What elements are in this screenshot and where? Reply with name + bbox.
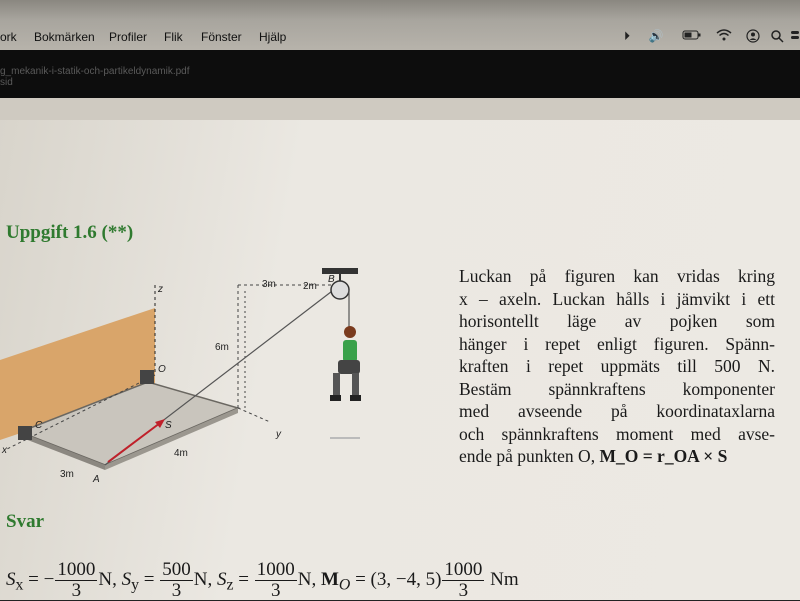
y-axis xyxy=(238,408,270,422)
menu-bar xyxy=(0,0,800,50)
tab-title[interactable] xyxy=(0,66,190,88)
label-4m: 4m xyxy=(174,448,188,459)
unit-nm: Nm xyxy=(490,568,519,590)
menu-item-help[interactable]: Hjälp xyxy=(259,30,287,44)
label-O: O xyxy=(158,364,166,375)
label-6m: 6m xyxy=(215,342,229,353)
sx-num: 1000 xyxy=(57,559,96,580)
label-z: z xyxy=(158,284,163,295)
menu-item-bookmarks[interactable]: Bokmärken xyxy=(34,30,95,44)
sy-fraction xyxy=(160,560,193,601)
play-icon[interactable]: ⏵ xyxy=(623,29,630,43)
answer-heading: Svar xyxy=(6,511,44,532)
sz-num: 1000 xyxy=(256,559,295,580)
problem-figure xyxy=(0,260,450,500)
label-C: C xyxy=(35,420,43,431)
boy-figure xyxy=(330,326,361,401)
problem-line-last xyxy=(459,445,775,468)
sy-den: 3 xyxy=(171,580,182,601)
menu-item-window[interactable]: Fönster xyxy=(201,30,242,44)
menu-item-history[interactable]: ork xyxy=(0,30,17,44)
sx-den: 3 xyxy=(71,580,82,601)
problem-text xyxy=(459,265,775,468)
problem-line-text: ende på punkten O, xyxy=(459,446,596,466)
volume-icon[interactable]: 🔊 xyxy=(648,29,664,43)
label-A: A xyxy=(93,474,100,485)
unit-n: N xyxy=(98,568,113,590)
unit-n: N xyxy=(193,568,208,590)
problem-line: horisontellt läge av pojken som xyxy=(459,311,775,331)
label-3m-bottom: 3m xyxy=(60,469,74,480)
battery-icon[interactable] xyxy=(682,29,702,43)
problem-line: x – axeln. Luckan hålls i jämvikt i ett xyxy=(459,288,775,309)
label-B: B xyxy=(328,274,335,285)
tab-title-filename: g_mekanik-i-statik-och-partikeldynamik.pdf xyxy=(0,66,190,77)
tab-title-page: sid xyxy=(0,77,13,88)
search-icon[interactable] xyxy=(769,29,785,43)
problem-line: och spännkraftens moment med avse- xyxy=(459,423,775,444)
user-icon[interactable] xyxy=(745,29,761,43)
menu-item-profiles[interactable]: Profiler xyxy=(109,30,148,44)
sx-fraction xyxy=(55,560,97,601)
mo-vector: (3, −4, 5) xyxy=(370,568,442,590)
label-2m: 2m xyxy=(303,281,317,292)
menu-item-tab[interactable]: Flik xyxy=(164,30,183,44)
label-S: S xyxy=(165,420,172,431)
sz-den: 3 xyxy=(270,580,281,601)
problem-line: kraften i repet uppmäts till 500 N. xyxy=(459,356,775,376)
problem-line: Bestäm spännkraftens komponenter xyxy=(459,378,775,399)
sy-num: 500 xyxy=(162,559,191,580)
label-x: x xyxy=(2,445,7,456)
mo-num: 1000 xyxy=(444,559,483,580)
control-center-icon[interactable] xyxy=(790,29,800,43)
page-top-band xyxy=(0,98,800,120)
problem-line: med avseende på koordinataxlarna xyxy=(459,401,775,421)
problem-line: hänger i repet enligt figuren. Spänn- xyxy=(459,333,775,354)
wifi-icon[interactable] xyxy=(716,29,732,43)
unit-n: N xyxy=(297,568,312,590)
problem-line: Luckan på figuren kan vridas kring xyxy=(459,266,775,286)
problem-heading: Uppgift 1.6 (**) xyxy=(6,222,134,243)
sx-sign: − xyxy=(43,568,55,590)
label-y: y xyxy=(276,429,281,440)
sz-fraction xyxy=(255,560,297,601)
label-3m-top: 3m xyxy=(262,279,276,290)
answer-formula: $S_x$ = − $\frac{1000}{3}$ N, $S_y$ = $\frac{500}{3}$ N, $S_z$ = $\frac{1000}{3}$ N, $M_O = (3$, −4, 5) $\frac{1000}{3}$ Nm xyxy=(6,559,519,601)
moment-formula: M_O = r_OA × S xyxy=(599,446,728,466)
mo-den: 3 xyxy=(458,580,469,601)
mo-fraction xyxy=(442,560,484,601)
